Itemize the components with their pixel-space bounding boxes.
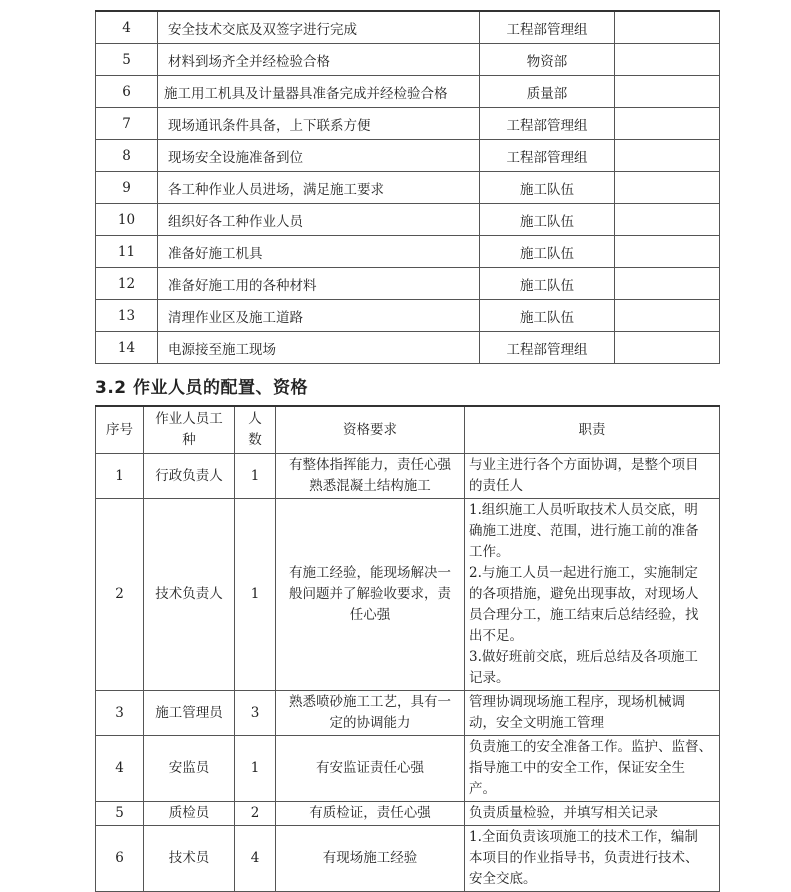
table-row	[96, 140, 720, 172]
table-row	[96, 332, 720, 364]
duty-line: 的责任人	[469, 478, 523, 494]
duty-line: 指导施工中的安全工作，保证安全生	[469, 760, 685, 776]
duty-line: 出不足。	[469, 628, 523, 644]
table-row	[96, 736, 720, 802]
row-role: 施工管理员	[144, 691, 235, 736]
header-qualification: 资格要求	[276, 406, 465, 454]
row-remark	[615, 108, 720, 140]
row-department: 施工队伍	[480, 172, 615, 204]
row-qualification	[276, 736, 465, 802]
row-qualification	[276, 691, 465, 736]
table-row	[96, 802, 720, 826]
row-item: 安全技术交底及双签字进行完成	[158, 11, 480, 44]
header-count-line: 数	[248, 432, 262, 448]
row-item: 准备好施工机具	[158, 236, 480, 268]
header-count-line: 人	[248, 411, 262, 427]
row-item: 现场安全设施准备到位	[158, 140, 480, 172]
table-row	[96, 236, 720, 268]
personnel-table	[95, 405, 720, 892]
row-role: 安监员	[144, 736, 235, 802]
duty-line: 3.做好班前交底，班后总结及各项施工	[469, 649, 698, 665]
row-role: 行政负责人	[144, 454, 235, 499]
preparation-table-body	[96, 11, 720, 364]
row-remark	[615, 172, 720, 204]
duty-line: 记录。	[469, 670, 510, 686]
row-department: 质量部	[480, 76, 615, 108]
duty-line: 本项目的作业指导书，负责进行技术、	[469, 850, 699, 866]
duty-line: 负责施工的安全准备工作。监护、监督、	[469, 739, 712, 755]
row-item: 各工种作业人员进场，满足施工要求	[158, 172, 480, 204]
row-role: 技术员	[144, 826, 235, 892]
qualification-line: 有现场施工经验	[322, 850, 418, 866]
row-number: 8	[96, 140, 158, 172]
qualification-line: 任心强	[349, 607, 391, 623]
table-row	[96, 44, 720, 76]
table-row	[96, 204, 720, 236]
personnel-table-header	[96, 406, 720, 454]
row-remark	[615, 76, 720, 108]
row-remark	[615, 44, 720, 76]
row-count: 1	[235, 454, 276, 499]
table-row	[96, 172, 720, 204]
row-count: 1	[235, 499, 276, 691]
row-number: 11	[96, 236, 158, 268]
section-heading: 3.2 作业人员的配置、资格	[95, 378, 309, 398]
table-row	[96, 11, 720, 44]
row-duty	[465, 736, 720, 802]
row-number: 4	[96, 11, 158, 44]
row-item: 组织好各工种作业人员	[158, 204, 480, 236]
personnel-table-body	[96, 454, 720, 892]
row-qualification	[276, 802, 465, 826]
row-item: 准备好施工用的各种材料	[158, 268, 480, 300]
row-department: 工程部管理组	[480, 332, 615, 364]
header-duty: 职责	[465, 406, 720, 454]
row-number: 2	[96, 499, 144, 691]
duty-line: 动，安全文明施工管理	[469, 715, 604, 731]
row-number: 3	[96, 691, 144, 736]
row-remark	[615, 332, 720, 364]
row-number: 14	[96, 332, 158, 364]
table-row	[96, 691, 720, 736]
row-count: 3	[235, 691, 276, 736]
row-number: 9	[96, 172, 158, 204]
row-number: 1	[96, 454, 144, 499]
qualification-line: 有施工经验，能现场解决一	[289, 565, 451, 581]
duty-line: 负责质量检验，并填写相关记录	[469, 805, 658, 821]
row-duty	[465, 499, 720, 691]
row-remark	[615, 300, 720, 332]
table-row	[96, 108, 720, 140]
row-role: 质检员	[144, 802, 235, 826]
row-department: 施工队伍	[480, 236, 615, 268]
row-department: 物资部	[480, 44, 615, 76]
row-remark	[615, 236, 720, 268]
table-row	[96, 300, 720, 332]
row-item: 清理作业区及施工道路	[158, 300, 480, 332]
row-department: 工程部管理组	[480, 108, 615, 140]
row-remark	[615, 11, 720, 44]
duty-line: 的各项措施，避免出现事故，对现场人	[469, 586, 699, 602]
row-item: 施工用工机具及计量器具准备完成并经检验合格	[158, 76, 480, 108]
qualification-line: 有安监证责任心强	[316, 760, 424, 776]
duty-line: 2.与施工人员一起进行施工，实施制定	[469, 565, 698, 581]
preparation-table	[95, 10, 720, 364]
row-duty	[465, 826, 720, 892]
row-number: 13	[96, 300, 158, 332]
row-qualification	[276, 826, 465, 892]
header-no: 序号	[96, 406, 144, 454]
duty-line: 安全交底。	[469, 871, 537, 887]
row-count: 1	[235, 736, 276, 802]
row-number: 4	[96, 736, 144, 802]
row-department: 施工队伍	[480, 268, 615, 300]
table-row	[96, 499, 720, 691]
row-number: 5	[96, 44, 158, 76]
duty-line: 员合理分工，施工结束后总结经验，找	[469, 607, 699, 623]
row-role: 技术负责人	[144, 499, 235, 691]
row-number: 6	[96, 76, 158, 108]
row-number: 10	[96, 204, 158, 236]
qualification-line: 有整体指挥能力，责任心强	[289, 457, 451, 473]
row-remark	[615, 204, 720, 236]
row-department: 施工队伍	[480, 300, 615, 332]
row-item: 现场通讯条件具备，上下联系方便	[158, 108, 480, 140]
row-number: 12	[96, 268, 158, 300]
table-row	[96, 826, 720, 892]
duty-line: 1.全面负责该项施工的技术工作，编制	[469, 829, 698, 845]
qualification-line: 般问题并了解验收要求，责	[289, 586, 451, 602]
duty-line: 工作。	[469, 544, 510, 560]
row-count: 4	[235, 826, 276, 892]
row-duty	[465, 691, 720, 736]
qualification-line: 有质检证，责任心强	[309, 805, 431, 821]
table-row	[96, 268, 720, 300]
row-remark	[615, 268, 720, 300]
qualification-line: 熟悉喷砂施工工艺，具有一	[289, 694, 451, 710]
duty-line: 管理协调现场施工程序，现场机械调	[469, 694, 685, 710]
duty-line: 确施工进度、范围，进行施工前的准备	[469, 523, 699, 539]
row-remark	[615, 140, 720, 172]
header-count	[235, 406, 276, 454]
table-row	[96, 76, 720, 108]
duty-line: 与业主进行各个方面协调，是整个项目	[469, 457, 699, 473]
duty-line: 产。	[469, 781, 496, 797]
header-role-line: 种	[182, 432, 196, 448]
row-qualification	[276, 454, 465, 499]
row-number: 6	[96, 826, 144, 892]
row-duty	[465, 802, 720, 826]
row-item: 材料到场齐全并经检验合格	[158, 44, 480, 76]
row-count: 2	[235, 802, 276, 826]
row-duty	[465, 454, 720, 499]
row-department: 工程部管理组	[480, 140, 615, 172]
duty-line: 1.组织施工人员听取技术人员交底，明	[469, 502, 698, 518]
qualification-line: 定的协调能力	[329, 715, 411, 731]
row-department: 施工队伍	[480, 204, 615, 236]
row-number: 5	[96, 802, 144, 826]
header-role	[144, 406, 235, 454]
row-department: 工程部管理组	[480, 11, 615, 44]
row-item: 电源接至施工现场	[158, 332, 480, 364]
row-qualification	[276, 499, 465, 691]
qualification-line: 熟悉混凝土结构施工	[309, 478, 431, 494]
table-row	[96, 454, 720, 499]
row-number: 7	[96, 108, 158, 140]
header-role-line: 作业人员工	[155, 411, 223, 427]
